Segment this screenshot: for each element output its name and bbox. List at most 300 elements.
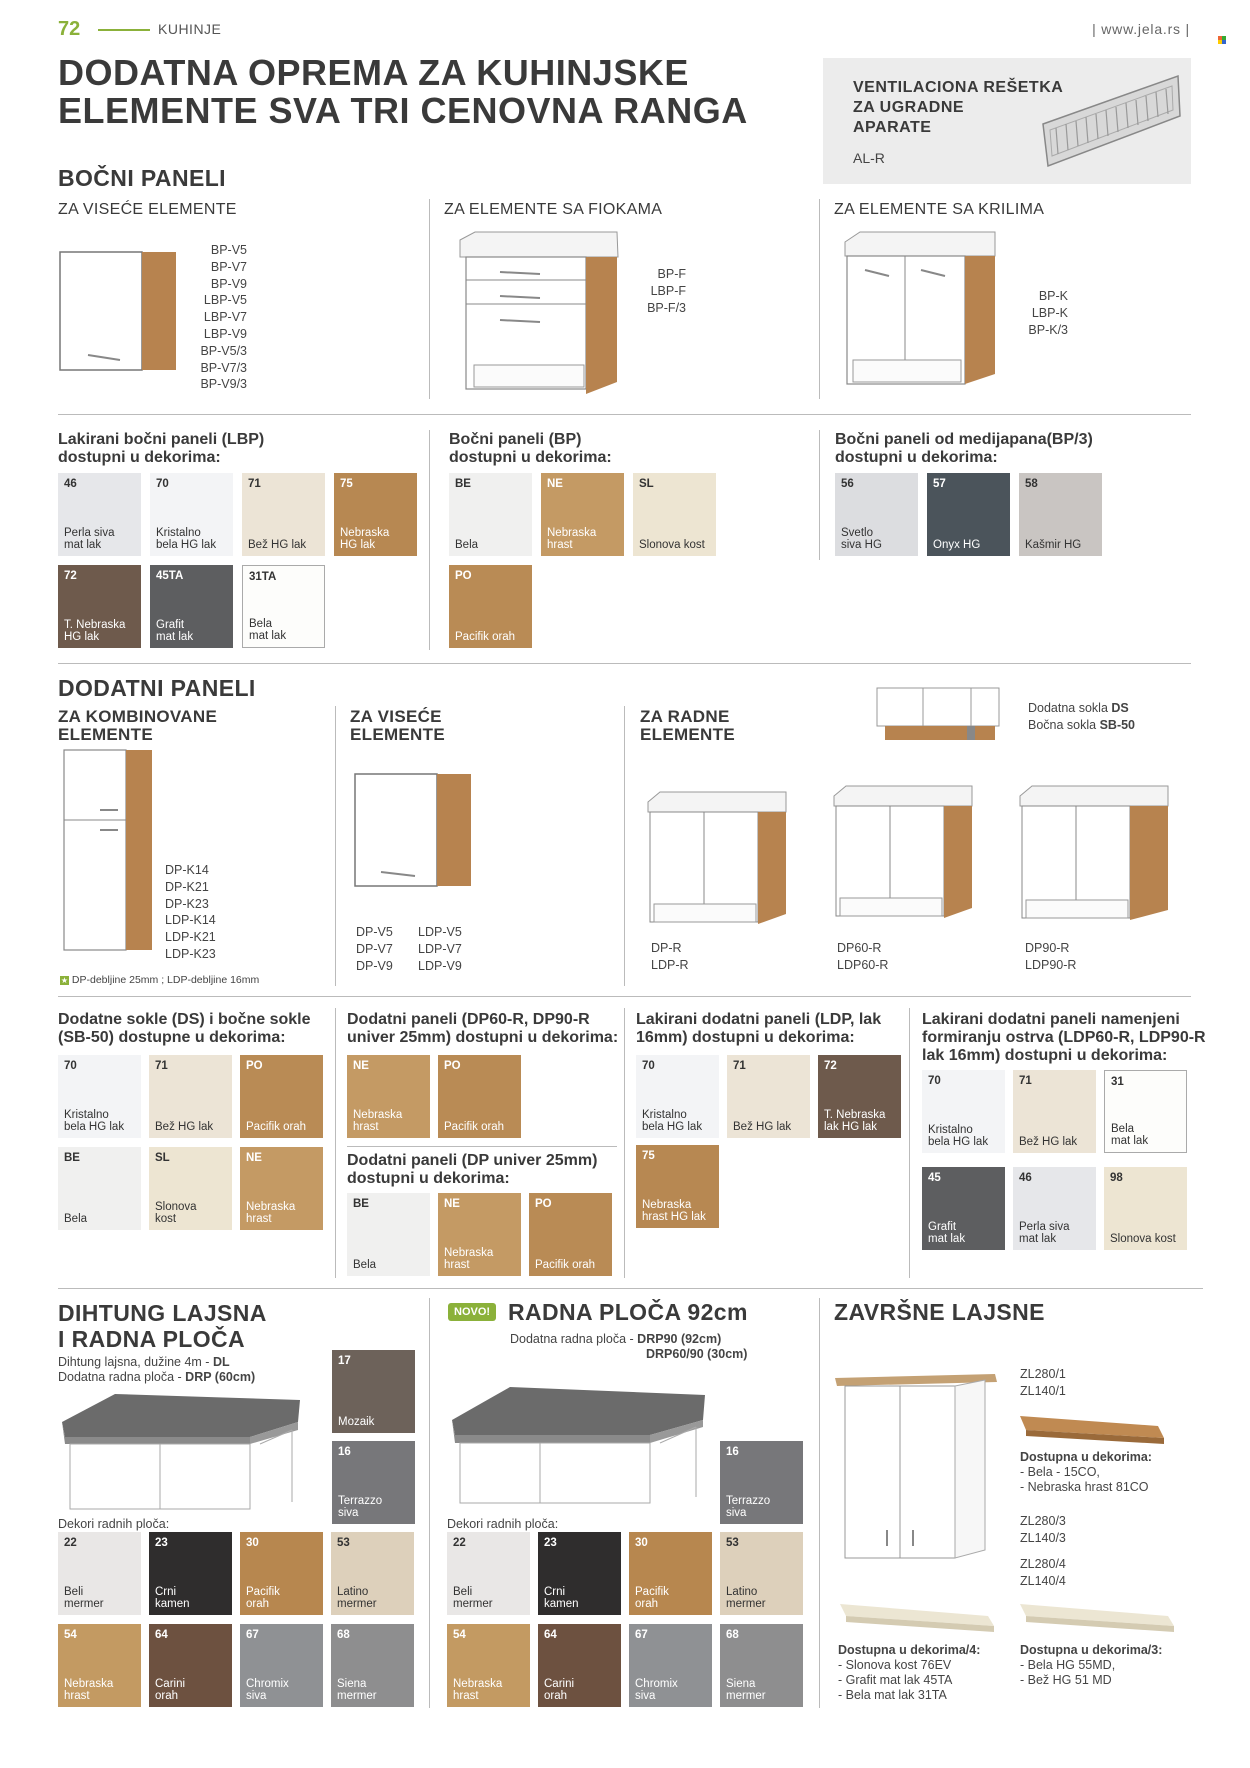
- code-label: DP-K23: [165, 896, 209, 911]
- code-label: BP-V7: [210, 259, 247, 274]
- swatch-68: [720, 1624, 803, 1707]
- swatch-label: Kristalno bela HG lak: [928, 1124, 989, 1148]
- swatch-label: Nebraska hrast: [453, 1678, 503, 1702]
- swatch-label: Bela mat lak: [249, 618, 287, 642]
- title-line-1: DODATNA OPREMA ZA KUHINJSKE: [58, 52, 689, 93]
- swatch-code: NE: [246, 1152, 262, 1164]
- code-label: DP-K21: [165, 879, 209, 894]
- dodatni-col1-t1: ZA KOMBINOVANE: [58, 707, 218, 726]
- swatch-label: Bela: [353, 1259, 377, 1271]
- dodatni-note: [60, 973, 259, 988]
- avail-item: - Bela - 15CO,: [1020, 1465, 1100, 1479]
- swatch-be: [449, 473, 532, 556]
- dodatni-note-text: DP-debljine 25mm ; LDP-debljine 16mm: [71, 974, 260, 986]
- col-divider: [429, 1298, 430, 1708]
- swatch-46: [58, 473, 141, 556]
- drawer-cabinet-image: [460, 232, 625, 402]
- code-label: BP-V9/3: [200, 377, 247, 392]
- swatch-72: [818, 1055, 901, 1138]
- swatch-58: [1019, 473, 1102, 556]
- swatch-57: [927, 473, 1010, 556]
- dodatni-col2-codes-b: [418, 924, 462, 974]
- swatch-label: Nebraska hrast: [444, 1247, 494, 1271]
- swatch-label: Pacifik orah: [455, 631, 516, 643]
- swatch-label: Kristalno bela HG lak: [156, 527, 217, 551]
- ds-title: [58, 1011, 311, 1047]
- swatch-46: [1013, 1167, 1096, 1250]
- swatch-label: Terrazzo siva: [726, 1495, 771, 1519]
- countertop-image: [60, 1392, 305, 1512]
- swatch-30: [629, 1532, 712, 1615]
- swatch-po: [240, 1055, 323, 1138]
- swatch-label: Nebraska hrast: [64, 1678, 114, 1702]
- swatch-label: Pacifik orah: [535, 1259, 596, 1271]
- ldp-swatches: [636, 1055, 916, 1235]
- code-label: LDP-V9: [418, 958, 462, 973]
- avail-item: - Bež HG 51 MD: [1020, 1673, 1112, 1687]
- code-label: BP-V7/3: [200, 360, 247, 375]
- sokla-ds-label: Dodatna sokla DS: [1028, 701, 1129, 715]
- code-label: ZL140/4: [1020, 1573, 1066, 1588]
- extra-plates-right: [720, 1441, 810, 1531]
- swatch-label: Grafit mat lak: [156, 619, 194, 643]
- radna-desc-2: DRP60/90 (30cm): [646, 1347, 748, 1361]
- door-cabinet-image: [845, 232, 1010, 392]
- dodatni-title: DODATNI PANELI: [58, 675, 256, 701]
- swatch-label: Perla siva mat lak: [1019, 1221, 1070, 1245]
- lbp-title-1: Lakirani bočni paneli (LBP): [58, 431, 265, 448]
- swatch-code: 45: [928, 1172, 941, 1184]
- swatch-label: Kristalno bela HG lak: [642, 1109, 703, 1133]
- swatch-label: Slonova kost: [639, 539, 705, 551]
- code-label: BP-V9: [210, 276, 247, 291]
- col-divider: [335, 706, 336, 986]
- swatch-71: [242, 473, 325, 556]
- swatch-label: Carini orah: [544, 1678, 575, 1702]
- dodatni-col1-codes: [165, 862, 216, 963]
- bocni-col3-title: ZA ELEMENTE SA KRILIMA: [834, 201, 1045, 218]
- base-cabinet-2-image: [834, 786, 974, 926]
- swatch-label: Bela mat lak: [1111, 1123, 1149, 1147]
- swatch-ne: [240, 1147, 323, 1230]
- swatch-label: Nebraska HG lak: [340, 527, 390, 551]
- col-divider: [429, 430, 430, 650]
- sokla-sb-label: Bočna sokla SB-50: [1028, 718, 1136, 732]
- code-label: LDP90-R: [1025, 957, 1077, 972]
- zavrsne-avail4: [838, 1643, 980, 1703]
- dodatni-col3-codes-1: [651, 940, 689, 974]
- swatch-code: PO: [535, 1198, 552, 1210]
- section-divider: [58, 414, 1191, 415]
- swatch-23: [538, 1532, 621, 1615]
- swatch-code: 45TA: [156, 570, 184, 582]
- base-cabinet-1-image: [648, 792, 788, 932]
- swatch-code: BE: [64, 1152, 80, 1164]
- swatch-label: Kristalno bela HG lak: [64, 1109, 125, 1133]
- plates-right: [447, 1532, 817, 1712]
- dihtung-decor-label: Dekori radnih ploča:: [58, 1517, 170, 1531]
- swatch-po: [438, 1055, 521, 1138]
- swatch-code: 54: [64, 1629, 77, 1641]
- swatch-label: Grafit mat lak: [928, 1221, 966, 1245]
- swatch-label: Beli mermer: [453, 1586, 493, 1610]
- bp3-title-2: dostupni u dekorima:: [835, 449, 998, 466]
- swatch-code: 58: [1025, 478, 1038, 490]
- swatch-label: Bež HG lak: [1019, 1136, 1078, 1148]
- code-label: ZL140/3: [1020, 1530, 1066, 1545]
- swatch-45ta: [150, 565, 233, 648]
- zavrsne-codes-2: [1020, 1513, 1066, 1547]
- swatch-label: Slonova kost: [1110, 1233, 1176, 1245]
- swatch-30: [240, 1532, 323, 1615]
- swatch-31ta: [242, 565, 325, 648]
- plates-left: [58, 1532, 428, 1712]
- radna-desc-1: Dodatna radna ploča - DRP90 (92cm): [510, 1332, 722, 1346]
- swatch-sl: [633, 473, 716, 556]
- wall-cabinet-2-image: [353, 772, 478, 892]
- swatch-label: Pacifik orah: [246, 1586, 280, 1610]
- code-label: DP-V9: [356, 958, 393, 973]
- radna-desc: [510, 1332, 747, 1362]
- dodatni-col3-codes-3: [1025, 940, 1076, 974]
- swatch-code: 56: [841, 478, 854, 490]
- tall-cabinet-image: [60, 748, 160, 958]
- col-divider: [819, 199, 820, 399]
- col-divider: [819, 1298, 820, 1708]
- code-label: BP-F: [657, 267, 686, 281]
- swatch-code: SL: [155, 1152, 170, 1164]
- dihtung-title-2: I RADNA PLOČA: [58, 1326, 246, 1352]
- swatch-code: 71: [733, 1060, 746, 1072]
- vent-title: [853, 78, 1063, 138]
- dodatni-col3-codes-2: [837, 940, 888, 974]
- swatch-53: [720, 1532, 803, 1615]
- swatch-label: Bež HG lak: [155, 1121, 214, 1133]
- page-title: [58, 54, 748, 130]
- dodatni-col2-codes-a: [356, 924, 393, 974]
- swatch-label: Pacifik orah: [444, 1121, 505, 1133]
- code-label: BP-K/3: [1028, 322, 1068, 337]
- section-label: KUHINJE: [158, 21, 222, 37]
- swatch-label: Kašmir HG: [1025, 539, 1082, 551]
- ldp60-title-2: formiranju ostrva (LDP60-R, LDP90-R: [922, 1029, 1206, 1046]
- swatch-67: [240, 1624, 323, 1707]
- swatch-label: Bela: [455, 539, 479, 551]
- zavrsne-avail3: [1020, 1643, 1162, 1688]
- swatch-label: Crni kamen: [544, 1586, 579, 1610]
- dihtung-title-1: DIHTUNG LAJSNA: [58, 1300, 267, 1326]
- swatch-label: Nebraska hrast: [547, 527, 597, 551]
- swatch-label: Beli mermer: [64, 1586, 104, 1610]
- swatch-label: Terrazzo siva: [338, 1495, 383, 1519]
- swatch-code: NE: [353, 1060, 369, 1072]
- dihtung-desc: [58, 1355, 255, 1385]
- dodatni-col1-t2: ELEMENTE: [58, 725, 153, 744]
- swatch-68: [331, 1624, 414, 1707]
- swatch-64: [538, 1624, 621, 1707]
- swatch-label: Siena mermer: [337, 1678, 377, 1702]
- dodatni-col3-t1: ZA RADNE: [640, 707, 730, 726]
- swatch-code: 53: [337, 1537, 350, 1549]
- new-badge: NOVO!: [448, 1303, 496, 1321]
- website-link[interactable]: | www.jela.rs |: [1092, 21, 1190, 37]
- zavrsne-avail3-title: Dostupna u dekorima/3:: [1020, 1643, 1163, 1657]
- code-label: DP-V5: [356, 925, 393, 939]
- swatch-label: Bež HG lak: [248, 539, 307, 551]
- swatch-64: [149, 1624, 232, 1707]
- swatch-code: 64: [155, 1629, 168, 1641]
- swatch-code: 22: [64, 1537, 77, 1549]
- code-label: LDP-K21: [165, 930, 216, 945]
- code-label: LBP-V9: [203, 326, 247, 341]
- swatch-label: Latino mermer: [337, 1586, 377, 1610]
- swatch-code: 31: [1111, 1076, 1124, 1088]
- sub-divider: [347, 1146, 617, 1147]
- swatch-67: [629, 1624, 712, 1707]
- swatch-label: Slonova kost: [155, 1201, 197, 1225]
- swatch-label: Onyx HG: [933, 539, 981, 551]
- vent-line-1: VENTILACIONA REŠETKA: [853, 79, 1064, 96]
- code-label: DP-V7: [356, 941, 393, 956]
- swatch-70: [922, 1070, 1005, 1153]
- bocni-title: BOČNI PANELI: [58, 165, 226, 191]
- wall-cabinet-image: [58, 250, 188, 375]
- bocni-col2-codes: [640, 266, 686, 316]
- swatch-code: 70: [64, 1060, 77, 1072]
- dpu-swatches: [347, 1193, 627, 1283]
- swatch-code: 98: [1110, 1172, 1123, 1184]
- swatch-17: [332, 1350, 415, 1433]
- dp60-title: [347, 1011, 618, 1047]
- code-label: LDP-K14: [165, 913, 216, 928]
- vent-box: [823, 58, 1191, 184]
- swatch-code: 46: [1019, 1172, 1032, 1184]
- swatch-code: 17: [338, 1355, 351, 1367]
- code-label: BP-K: [1038, 289, 1068, 303]
- swatch-code: NE: [547, 478, 563, 490]
- swatch-54: [447, 1624, 530, 1707]
- avail-item: - Bela mat lak 31TA: [838, 1688, 947, 1702]
- swatch-label: Crni kamen: [155, 1586, 190, 1610]
- swatch-code: 70: [156, 478, 169, 490]
- page-number: 72: [58, 18, 81, 40]
- swatch-54: [58, 1624, 141, 1707]
- swatch-56: [835, 473, 918, 556]
- swatch-code: 68: [726, 1629, 739, 1641]
- swatch-label: Chromix siva: [635, 1678, 678, 1702]
- dodatni-col3-t2: ELEMENTE: [640, 725, 735, 744]
- bp3-title-1: Bočni paneli od medijapana(BP/3): [835, 431, 1093, 448]
- dodatni-col2-title: [350, 708, 445, 744]
- ldp60-title-3: lak 16mm) dostupni u dekorima:: [922, 1047, 1168, 1064]
- bp3-title: [835, 431, 1093, 467]
- swatch-label: T. Nebraska lak HG lak: [824, 1109, 886, 1133]
- zavrsne-codes-1: [1020, 1366, 1066, 1400]
- swatch-code: 71: [248, 478, 261, 490]
- base-cabinet-3-image: [1020, 786, 1170, 936]
- code-label: ZL140/1: [1020, 1383, 1066, 1398]
- code-label: LDP-V5: [418, 925, 462, 939]
- code-label: ZL280/3: [1020, 1514, 1066, 1528]
- ldp-title-2: 16mm) dostupni u dekorima:: [636, 1029, 855, 1046]
- ds-title-1: Dodatne sokle (DS) i bočne sokle: [58, 1011, 311, 1028]
- radna-title: RADNA PLOČA 92cm: [508, 1299, 748, 1325]
- dp60-swatches: [347, 1055, 627, 1145]
- swatch-code: SL: [639, 478, 654, 490]
- code-label: DP-R: [651, 941, 682, 955]
- swatch-code: 68: [337, 1629, 350, 1641]
- swatch-98: [1104, 1167, 1187, 1250]
- zavrsne-codes-3: [1020, 1556, 1066, 1590]
- star-icon: ★: [60, 976, 69, 985]
- code-label: ZL280/1: [1020, 1367, 1066, 1381]
- vent-grille-image: [1038, 64, 1188, 174]
- swatch-code: 57: [933, 478, 946, 490]
- swatch-code: 23: [155, 1537, 168, 1549]
- code-label: LDP-V7: [418, 941, 462, 956]
- swatch-label: Svetlo siva HG: [841, 527, 882, 551]
- vent-line-2: ZA UGRADNE: [853, 99, 965, 116]
- extra-plates-left: [332, 1350, 422, 1530]
- swatch-code: 30: [635, 1537, 648, 1549]
- bocni-col2-title: ZA ELEMENTE SA FIOKAMA: [444, 201, 663, 218]
- vent-line-3: APARATE: [853, 119, 932, 136]
- dihtung-title: [58, 1300, 267, 1352]
- swatch-70: [636, 1055, 719, 1138]
- swatch-71: [1013, 1070, 1096, 1153]
- dp60-title-2: univer 25mm) dostupni u dekorima:: [347, 1029, 619, 1046]
- swatch-code: 30: [246, 1537, 259, 1549]
- zavrsne-avail-title: Dostupna u dekorima:: [1020, 1450, 1152, 1464]
- swatch-label: Mozaik: [338, 1416, 375, 1428]
- bp-title-2: dostupni u dekorima:: [449, 449, 612, 466]
- swatch-code: 70: [642, 1060, 655, 1072]
- swatch-22: [447, 1532, 530, 1615]
- swatch-label: Pacifik orah: [246, 1121, 307, 1133]
- swatch-72: [58, 565, 141, 648]
- swatch-71: [727, 1055, 810, 1138]
- swatch-code: 67: [635, 1629, 648, 1641]
- swatch-be: [58, 1147, 141, 1230]
- dpu-title: [347, 1152, 597, 1188]
- swatch-code: NE: [444, 1198, 460, 1210]
- swatch-23: [149, 1532, 232, 1615]
- col-divider: [335, 1008, 336, 1278]
- code-label: LDP60-R: [837, 957, 889, 972]
- dodatni-col2-t1: ZA VISEĆE: [350, 707, 442, 726]
- swatch-be: [347, 1193, 430, 1276]
- avail-item: - Slonova kost 76EV: [838, 1658, 952, 1672]
- zavrsne-title: ZAVRŠNE LAJSNE: [834, 1299, 1045, 1325]
- bocni-col1-title: ZA VISEĆE ELEMENTE: [58, 201, 237, 218]
- swatch-code: 71: [1019, 1075, 1032, 1087]
- zavrsne-avail: [1020, 1450, 1152, 1495]
- swatch-label: Nebraska hrast: [246, 1201, 296, 1225]
- swatch-code: 71: [155, 1060, 168, 1072]
- swatch-po: [449, 565, 532, 648]
- swatch-po: [529, 1193, 612, 1276]
- swatch-16: [720, 1441, 803, 1524]
- ds-swatches: [58, 1055, 338, 1235]
- swatch-label: T. Nebraska HG lak: [64, 619, 126, 643]
- code-label: LBP-K: [1031, 305, 1068, 320]
- swatch-code: 22: [453, 1537, 466, 1549]
- swatch-code: BE: [455, 478, 471, 490]
- swatch-code: PO: [455, 570, 472, 582]
- swatch-label: Carini orah: [155, 1678, 186, 1702]
- swatch-ne: [541, 473, 624, 556]
- swatch-31: [1104, 1070, 1187, 1153]
- header-divider: [98, 29, 150, 31]
- swatch-label: Perla siva mat lak: [64, 527, 115, 551]
- code-label: ZL280/4: [1020, 1557, 1066, 1571]
- dpu-title-1: Dodatni paneli (DP univer 25mm): [347, 1152, 598, 1169]
- dihtung-desc-1: Dihtung lajsna, dužine 4m - DL: [58, 1355, 230, 1369]
- col-divider: [819, 430, 820, 560]
- col-divider: [909, 1008, 910, 1278]
- swatch-code: 67: [246, 1629, 259, 1641]
- code-label: DP60-R: [837, 941, 882, 955]
- ldp-title: [636, 1011, 881, 1047]
- code-label: LBP-V5: [203, 293, 247, 308]
- avail-item: - Bela HG 55MD,: [1020, 1658, 1116, 1672]
- swatch-label: Siena mermer: [726, 1678, 766, 1702]
- swatch-code: 23: [544, 1537, 557, 1549]
- section-divider: [58, 1288, 1203, 1289]
- dpu-title-2: dostupni u dekorima:: [347, 1170, 510, 1187]
- code-label: DP-K14: [165, 863, 209, 877]
- swatch-code: 64: [544, 1629, 557, 1641]
- swatch-sl: [149, 1147, 232, 1230]
- swatch-code: 16: [338, 1446, 351, 1458]
- swatch-code: 75: [642, 1150, 655, 1162]
- swatch-code: 16: [726, 1446, 739, 1458]
- dodatni-col2-t2: ELEMENTE: [350, 725, 445, 744]
- swatch-45: [922, 1167, 1005, 1250]
- lbp-title: [58, 431, 264, 467]
- swatch-16: [332, 1441, 415, 1524]
- swatch-label: Bež HG lak: [733, 1121, 792, 1133]
- swatch-ne: [438, 1193, 521, 1276]
- bocni-col3-codes: [1010, 288, 1068, 338]
- code-label: LDP-R: [651, 957, 689, 972]
- swatch-label: Chromix siva: [246, 1678, 289, 1702]
- code-label: BP-F/3: [647, 300, 686, 315]
- col-divider: [624, 706, 625, 986]
- swatch-70: [150, 473, 233, 556]
- swatch-code: PO: [444, 1060, 461, 1072]
- code-label: LBP-F: [650, 283, 686, 298]
- code-label: BP-V5: [210, 243, 247, 257]
- vent-code: AL-R: [853, 150, 885, 166]
- code-label: LBP-V7: [203, 310, 247, 325]
- dp60-title-1: Dodatni paneli (DP60-R, DP90-R: [347, 1011, 590, 1028]
- swatch-label: Nebraska hrast HG lak: [642, 1199, 706, 1223]
- swatch-code: 54: [453, 1629, 466, 1641]
- swatch-75: [334, 473, 417, 556]
- section-divider: [58, 996, 1191, 997]
- finishing-strip-cabinet-image: [835, 1370, 1000, 1565]
- lbp-title-2: dostupni u dekorima:: [58, 449, 221, 466]
- swatch-code: 72: [824, 1060, 837, 1072]
- title-line-2: ELEMENTE SVA TRI CENOVNA RANGA: [58, 90, 748, 131]
- bp-title-1: Bočni paneli (BP): [449, 431, 582, 448]
- swatch-code: BE: [353, 1198, 369, 1210]
- swatch-71: [149, 1055, 232, 1138]
- finishing-strip-1-image: [1018, 1408, 1168, 1448]
- ldp60-title: [922, 1011, 1206, 1065]
- dodatni-col1-title: [58, 708, 217, 744]
